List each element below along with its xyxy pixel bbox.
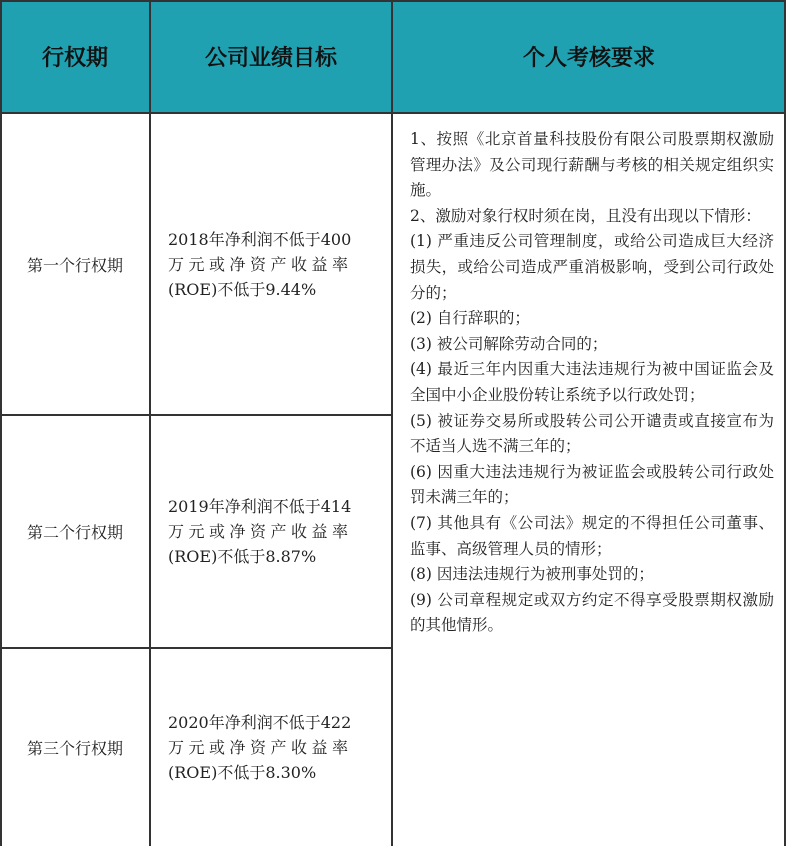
target-line: 2020年净利润不低于422 bbox=[168, 713, 352, 732]
target-line: 万元或净资产收益率 bbox=[168, 738, 353, 757]
requirement-item: (6) 因重大违法违规行为被证监会或股转公司行政处罚未满三年的； bbox=[410, 462, 774, 507]
target-cell bbox=[150, 649, 392, 846]
requirement-item: (2) 自行辞职的； bbox=[410, 309, 530, 328]
divider bbox=[0, 0, 786, 2]
period-cell: 第三个行权期 bbox=[26, 739, 123, 758]
personal-requirement-list bbox=[410, 127, 774, 639]
header-company-target: 公司业绩目标 bbox=[150, 0, 392, 112]
target-line: (ROE)不低于9.44% bbox=[168, 279, 317, 299]
requirement-item: (9) 公司章程规定或双方约定不得享受股票期权激励的其他情形。 bbox=[410, 590, 774, 635]
requirement-item: (8) 因违法违规行为被刑事处罚的； bbox=[410, 565, 654, 584]
target-line: 2019年净利润不低于414 bbox=[168, 497, 352, 516]
requirement-item: (1) 严重违反公司管理制度，或给公司造成巨大经济损失，或给公司造成严重消极影响，受到公司行政处分的； bbox=[410, 232, 774, 302]
requirement-item: 2、激励对象行权时须在岗，且没有出现以下情形： bbox=[410, 206, 761, 225]
target-cell bbox=[150, 114, 392, 414]
requirement-item: (4) 最近三年内因重大违法违规行为被中国证监会及全国中小企业股份转让系统予以行政处罚； bbox=[410, 360, 774, 404]
requirement-item: (3) 被公司解除劳动合同的； bbox=[410, 334, 608, 353]
requirement-item: (5) 被证券交易所或股转公司公开谴责或直接宣布为不适当人选不满三年的； bbox=[410, 411, 774, 456]
period-cell: 第二个行权期 bbox=[26, 523, 123, 542]
target-line: 万元或净资产收益率 bbox=[168, 254, 353, 274]
requirement-item: (7) 其他具有《公司法》规定的不得担任公司董事、监事、高级管理人员的情形； bbox=[410, 513, 774, 558]
requirement-item: 1、按照《北京首量科技股份有限公司股票期权激励管理办法》及公司现行薪酬与考核的相关规定组织实施。 bbox=[410, 130, 774, 200]
target-line: (ROE)不低于8.30% bbox=[168, 763, 317, 782]
header-period: 行权期 bbox=[0, 0, 150, 112]
target-line: 万元或净资产收益率 bbox=[168, 522, 353, 541]
target-line: 2018年净利润不低于400 bbox=[168, 229, 352, 249]
target-line: (ROE)不低于8.87% bbox=[168, 547, 317, 566]
header-personal-requirement: 个人考核要求 bbox=[392, 0, 786, 112]
period-cell: 第一个行权期 bbox=[26, 255, 123, 275]
target-cell bbox=[150, 416, 392, 647]
